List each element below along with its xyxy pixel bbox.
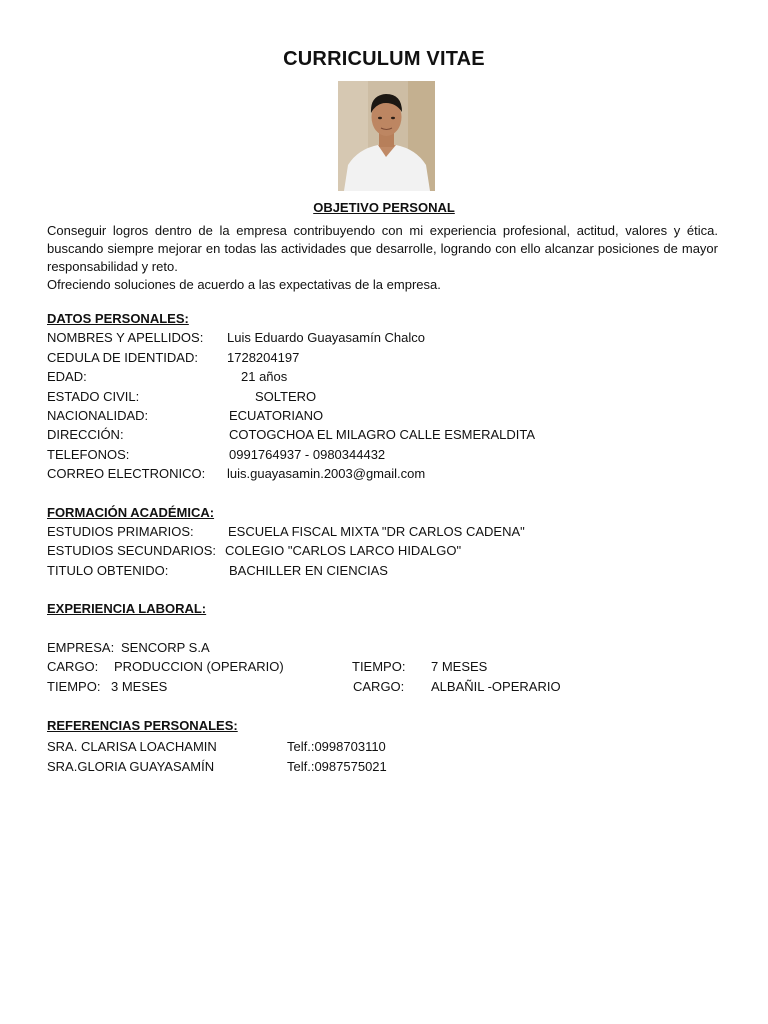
reference-name: SRA.GLORIA GUAYASAMÍN bbox=[47, 759, 215, 774]
referencia-row bbox=[47, 757, 727, 776]
field-label: CARGO: bbox=[47, 659, 99, 674]
field-value: ECUATORIANO bbox=[229, 408, 324, 423]
field-value: COLEGIO "CARLOS LARCO HIDALGO" bbox=[225, 543, 462, 558]
field-label: ESTUDIOS SECUNDARIOS: bbox=[47, 543, 217, 558]
field-label: ESTADO CIVIL: bbox=[47, 389, 140, 404]
field-label: ESTUDIOS PRIMARIOS: bbox=[47, 524, 194, 539]
formacion-row-titulo bbox=[47, 561, 727, 580]
field-label: CARGO: bbox=[353, 679, 405, 694]
referencias-personales-heading: REFERENCIAS PERSONALES: bbox=[47, 718, 238, 733]
field-value: 0991764937 - 0980344432 bbox=[229, 447, 386, 462]
portrait-image bbox=[338, 81, 435, 191]
field-value: COTOGCHOA EL MILAGRO CALLE ESMERALDITA bbox=[229, 427, 536, 442]
field-label: NACIONALIDAD: bbox=[47, 408, 149, 423]
experiencia-row-cargo-1 bbox=[47, 657, 727, 676]
field-value: Luis Eduardo Guayasamín Chalco bbox=[227, 330, 426, 345]
reference-name: SRA. CLARISA LOACHAMIN bbox=[47, 739, 217, 754]
datos-row-estado-civil bbox=[47, 387, 727, 406]
datos-row-telefonos bbox=[47, 445, 727, 464]
formacion-academica-heading: FORMACIÓN ACADÉMICA: bbox=[47, 505, 215, 520]
profile-photo bbox=[338, 81, 435, 191]
field-label: TIEMPO: bbox=[352, 659, 406, 674]
field-value: 21 años bbox=[241, 369, 288, 384]
field-value: 7 MESES bbox=[431, 659, 488, 674]
objetivo-heading: OBJETIVO PERSONAL bbox=[313, 200, 455, 215]
referencia-row bbox=[47, 737, 727, 756]
field-label: TIEMPO: bbox=[47, 679, 101, 694]
formacion-row-primarios bbox=[47, 522, 727, 541]
objetivo-paragraph: Conseguir logros dentro de la empresa contribuyendo con mi experiencia profesional, actitud, valores y ética. buscando siempre mejorar en todas las actividades que desarrolle, logrando con ello alcanzar posiciones de mayor responsabilidad y reto. bbox=[47, 223, 718, 274]
field-label: CORREO ELECTRONICO: bbox=[47, 466, 206, 481]
datos-personales-heading: DATOS PERSONALES: bbox=[47, 311, 189, 326]
page-title: CURRICULUM VITAE bbox=[283, 48, 485, 70]
field-label: NOMBRES Y APELLIDOS: bbox=[47, 330, 204, 345]
experiencia-row-tiempo-2 bbox=[47, 677, 727, 696]
field-label: TELEFONOS: bbox=[47, 447, 130, 462]
datos-row-correo bbox=[47, 464, 727, 483]
field-value: PRODUCCION (OPERARIO) bbox=[114, 659, 284, 674]
reference-phone: Telf.:0987575021 bbox=[287, 759, 387, 774]
formacion-row-secundarios bbox=[47, 541, 727, 560]
field-value: ALBAÑIL -OPERARIO bbox=[431, 679, 561, 694]
field-label: EDAD: bbox=[47, 369, 87, 384]
field-value: BACHILLER EN CIENCIAS bbox=[229, 563, 388, 578]
field-label: CEDULA DE IDENTIDAD: bbox=[47, 350, 198, 365]
datos-row-direccion bbox=[47, 425, 727, 444]
experiencia-row-empresa bbox=[47, 638, 727, 657]
field-label: DIRECCIÓN: bbox=[47, 427, 124, 442]
datos-row-nacionalidad bbox=[47, 406, 727, 425]
field-label: EMPRESA: bbox=[47, 640, 115, 655]
datos-row-edad bbox=[47, 367, 727, 386]
objetivo-paragraph-2: Ofreciendo soluciones de acuerdo a las expectativas de la empresa. bbox=[47, 277, 441, 292]
field-value: ESCUELA FISCAL MIXTA "DR CARLOS CADENA" bbox=[228, 524, 525, 539]
reference-phone: Telf.:0998703110 bbox=[287, 739, 386, 754]
field-label: TITULO OBTENIDO: bbox=[47, 563, 169, 578]
field-value: SENCORP S.A bbox=[121, 640, 210, 655]
datos-row-nombres bbox=[47, 328, 727, 347]
field-value: 1728204197 bbox=[227, 350, 300, 365]
field-value: SOLTERO bbox=[255, 389, 317, 404]
datos-row-cedula bbox=[47, 348, 727, 367]
field-value: luis.guayasamin.2003@gmail.com bbox=[227, 466, 426, 481]
experiencia-laboral-heading: EXPERIENCIA LABORAL: bbox=[47, 601, 207, 616]
field-value: 3 MESES bbox=[111, 679, 168, 694]
